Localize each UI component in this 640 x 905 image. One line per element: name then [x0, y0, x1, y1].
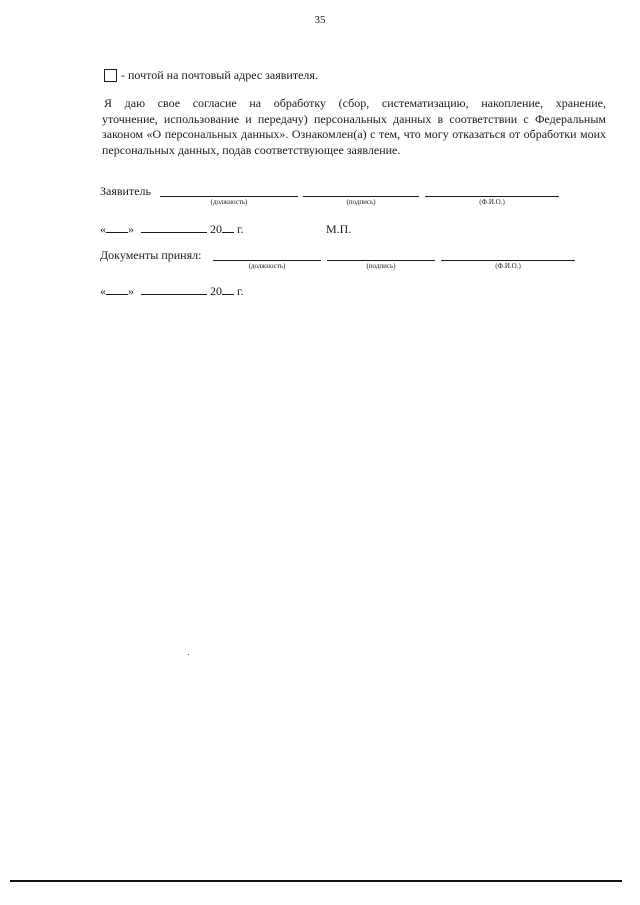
applicant-year-field[interactable] — [222, 222, 234, 233]
accepted-label: Документы принял: — [100, 248, 202, 262]
accepted-date — [100, 284, 244, 299]
footer-rule — [10, 880, 622, 882]
applicant-day-field[interactable] — [106, 222, 128, 233]
postal-delivery-label: - почтой на почтовый адрес заявителя. — [121, 68, 318, 82]
accepted-position-line[interactable] — [213, 260, 321, 261]
accepted-signature-line[interactable] — [327, 260, 435, 261]
applicant-year-prefix: 20 — [210, 222, 222, 236]
page-number: 35 — [314, 14, 326, 26]
applicant-signature-line[interactable] — [303, 196, 419, 197]
applicant-date-close-quote: » — [128, 222, 134, 236]
consent-line-2: уточнение, использование и передачу) персональных данных в соответствии с Федеральным — [102, 111, 606, 126]
accepted-position-caption: (должность) — [248, 262, 286, 270]
stamp-placeholder: М.П. — [326, 222, 352, 236]
consent-line-3: законом «О персональных данных». Ознакомлен(а) с тем, что могу отказаться от обработки моих — [102, 127, 606, 141]
applicant-position-line[interactable] — [160, 196, 298, 197]
applicant-date-open-quote: « — [100, 222, 106, 236]
consent-line-1: Я даю свое согласие на обработку (сбор, систематизацию, накопление, хранение, — [104, 96, 606, 110]
accepted-name-line[interactable] — [441, 260, 575, 261]
accepted-date-open-quote: « — [100, 284, 106, 298]
applicant-label: Заявитель — [100, 184, 151, 198]
accepted-month-field[interactable] — [141, 284, 207, 295]
applicant-month-field[interactable] — [141, 222, 207, 233]
applicant-position-caption: (должность) — [210, 198, 248, 206]
scan-speck — [188, 654, 189, 655]
applicant-date — [100, 222, 244, 237]
consent-line-4: персональных данных, подав соответствующее заявление. — [102, 142, 401, 157]
postal-delivery-option — [104, 68, 318, 83]
postal-delivery-checkbox[interactable] — [104, 69, 117, 82]
consent-paragraph — [102, 96, 606, 158]
applicant-signature-caption: (подпись) — [346, 198, 376, 206]
applicant-name-line[interactable] — [425, 196, 559, 197]
accepted-year-prefix: 20 — [210, 284, 222, 298]
accepted-day-field[interactable] — [106, 284, 128, 295]
accepted-date-close-quote: » — [128, 284, 134, 298]
applicant-name-caption: (Ф.И.О.) — [479, 198, 505, 206]
accepted-signature-caption: (подпись) — [366, 262, 396, 270]
accepted-name-caption: (Ф.И.О.) — [495, 262, 521, 270]
accepted-year-suffix: г. — [237, 284, 244, 298]
accepted-year-field[interactable] — [222, 284, 234, 295]
applicant-year-suffix: г. — [237, 222, 244, 236]
